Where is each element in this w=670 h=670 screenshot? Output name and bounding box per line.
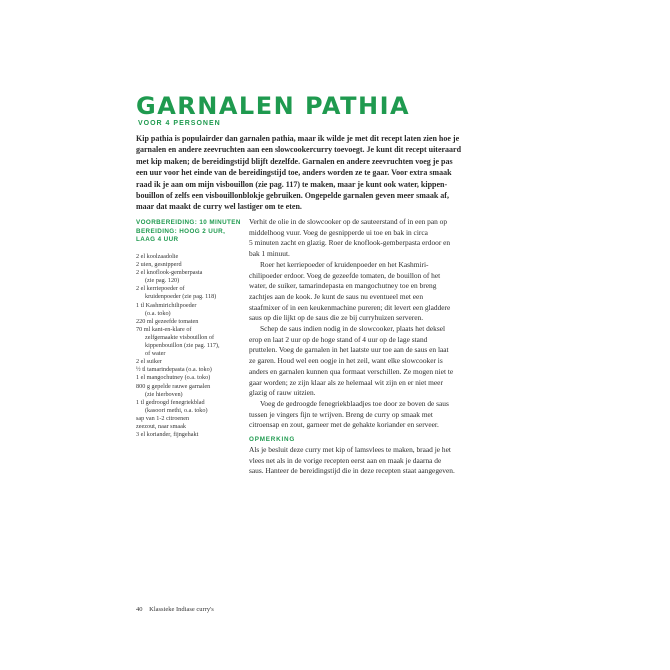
recipe-title: GARNALEN PATHIA [136, 92, 411, 120]
method-line: saus op die lijkt op de saus die ze bij curryhuizen serveren. [249, 313, 424, 323]
note-line: vlees net als in de vorige recepten eerst aan en maak je daarna de [249, 455, 442, 465]
method-line: pruttelen. Voeg de garnalen in het laatste uur toe aan de saus en laat [249, 345, 449, 355]
ingredient-item: 1 el mangochutney (o.a. toko) [136, 374, 211, 382]
method-line: Verhit de olie in de slowcooker op de sauteerstand of in een pan op [249, 217, 448, 226]
intro-line: raad ik je aan om mijn visbouillon (zie pag. 117) te maken, maar je kunt ook water, kippen- [136, 179, 448, 189]
method-paragraph [249, 260, 531, 324]
ingredient-item: zeezout, naar smaak [136, 422, 186, 430]
ingredient-item: 800 g gepelde rauwe garnalen [136, 382, 211, 390]
ingredient-item: 1 tl gedroogd fenegriekblad [136, 398, 205, 406]
method-line: water, de suiker, tamarindepasta en mangochutney toe en breng [249, 281, 437, 291]
method-paragraph [249, 399, 531, 431]
servings-subtitle: VOOR 4 PERSONEN [138, 120, 221, 127]
method-line: chilipoeder erdoor. Voeg de gezeefde tomaten, de bouillon of het [249, 270, 441, 280]
ingredient-item: 1 tl Kashmirichilipoeder [136, 301, 197, 309]
method-line: staafmixer of in een keukenmachine pureren; dit levert een gladdere [249, 302, 451, 312]
ingredient-item: of water [145, 350, 166, 358]
ingredient-item: 70 ml kant-en-klare of [136, 325, 192, 333]
prep-time-line: BEREIDING: HOOG 2 UUR, [136, 227, 226, 235]
intro-line: garnalen en andere zeevruchten aan een slowcookercurry toevoegt. Je kunt dit recept uiteraard [136, 145, 462, 155]
method-paragraph [249, 217, 531, 260]
ingredient-item: kruidenpoeder (zie pag. 118) [145, 293, 217, 301]
method-line: glazig of rauw uitzien. [249, 388, 316, 398]
method-line: tussen je vingers fijn te wrijven. Breng de curry op smaak met [249, 409, 433, 419]
ingredient-item: (zie pag. 120) [145, 277, 180, 285]
page-footer [136, 606, 214, 613]
method-line: ze garen. Houd wel een oogje in het zeil, want elke slowcooker is [249, 356, 443, 366]
method-column [249, 217, 531, 477]
method-line: 5 minuten zacht en glazig. Roer de knoflook-gemberpasta erdoor en [249, 238, 451, 248]
method-line: citroensap en zout, garneer met de gehakte koriander en serveer. [249, 420, 439, 430]
ingredient-item: (zie hierboven) [145, 390, 183, 398]
ingredient-item: 2 el koolzaadolie [136, 253, 179, 260]
intro-line: bouillon of zelfs een visbouillonblokje gebruiken. Ongepelde garnalen geven meer smaak af, [136, 191, 449, 201]
ingredients-list [136, 253, 246, 439]
prep-time-line: VOORBEREIDING: 10 MINUTEN [136, 219, 241, 226]
intro-line: een uur voor het einde van de bereidingstijd toe, anders worden ze te gaar. Voor extra smaak [136, 168, 452, 178]
method-line: bak 1 minuut. [249, 249, 290, 259]
method-line: Voeg de gedroogde fenegriekblaadjes toe door ze boven de saus [260, 398, 449, 408]
ingredient-item: 220 ml gezeefde tomaten [136, 317, 199, 325]
method-line: Roer het kerriepoeder of kruidenpoeder en het Kashmiri- [260, 259, 429, 269]
ingredient-item: (o.a. toko) [145, 309, 171, 317]
intro-line: Kip pathia is populairder dan garnalen pathia, maar ik wilde je met dit recept laten zien hoe je [136, 134, 460, 143]
prep-time-info [136, 219, 246, 245]
ingredient-item: 2 el kerriepoeder of [136, 285, 185, 293]
ingredient-item: 3 el koriander, fijngehakt [136, 431, 199, 439]
ingredient-item: ½ tl tamarindepasta (o.a. toko) [136, 366, 212, 374]
note-line: saus. Hanteer de bereidingstijd die in deze recepten staat aangegeven. [249, 466, 455, 476]
ingredient-item: 2 uien, gesnipperd [136, 261, 182, 269]
ingredient-item: 2 el suiker [136, 358, 162, 366]
method-line: gaar worden; ze zijn klaar als ze helemaal wit zijn en er niet meer [249, 377, 443, 387]
note-paragraph [249, 445, 531, 477]
ingredient-item: (kasoori methi, o.a. toko) [145, 406, 208, 414]
method-paragraph [249, 324, 531, 399]
method-line: middelhoog vuur. Voeg de gesnipperde ui toe en bak in circa [249, 227, 428, 237]
note-heading: OPMERKING [249, 436, 296, 444]
ingredient-item: 2 el knoflook-gemberpasta [136, 269, 203, 277]
page-number: 40 [136, 606, 143, 613]
section-name: Klassieke Indiase curry's [149, 606, 214, 613]
ingredient-item: kippenbouillon (zie pag. 117), [145, 342, 220, 350]
intro-line: met kip maken; de bereidingstijd blijft dezelfde. Garnalen en andere zeevruchten voeg je pas [136, 156, 453, 166]
method-line: anders en garnalen kunnen qua formaat verschillen. Ze mogen niet te [249, 366, 454, 376]
intro-line: maar dat maakt de curry wel lastiger om te eten. [136, 202, 302, 212]
prep-time-line: LAAG 4 UUR [136, 236, 179, 244]
note-line: Als je besluit deze curry met kip of lamsvlees te maken, braad je het [249, 445, 451, 455]
method-line: Schep de saus indien nodig in de slowcooker, plaats het deksel [260, 324, 446, 334]
ingredient-item: sap van 1-2 citroenen [136, 414, 190, 422]
method-line: erop en laat 2 uur op de hoge stand of 4 uur op de lage stand [249, 334, 428, 344]
ingredient-item: zelfgemaakte visbouillon of [145, 333, 215, 341]
intro-paragraph [136, 133, 529, 213]
method-line: zachtjes aan de kook. Je kunt de saus nu eventueel met een [249, 291, 424, 301]
